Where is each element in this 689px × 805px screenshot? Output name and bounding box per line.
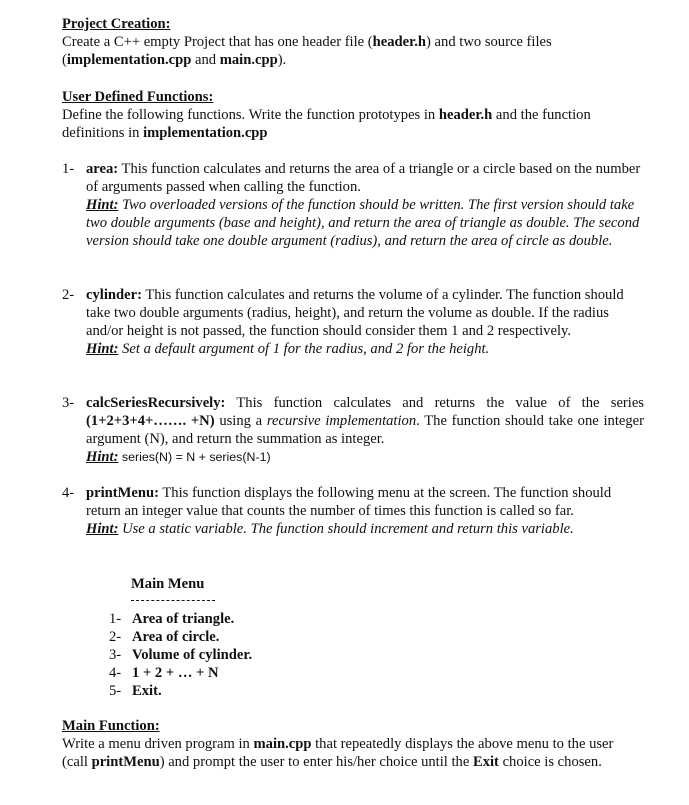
text-span: using a [214, 413, 267, 429]
function-name: calcSeriesRecursively: [86, 395, 226, 411]
impl-file-name: implementation.cpp [66, 52, 192, 68]
item-number: 1- [62, 161, 75, 177]
text-span: choice is chosen. [498, 754, 602, 770]
menu-item-label: Area of triangle. [132, 611, 235, 627]
function-name: printMenu: [86, 485, 159, 501]
list-item-area [62, 160, 644, 250]
menu-item-number: 3- [109, 647, 122, 663]
user-defined-section [62, 88, 637, 142]
main-function-section [62, 717, 632, 771]
item-description [86, 394, 644, 448]
text-span: ) and two source files ( [62, 34, 552, 68]
text-span: that repeatedly displays the above menu to the user (call [62, 736, 614, 770]
list-item-print-menu [62, 484, 644, 538]
menu-item-number: 4- [109, 665, 122, 681]
text-span: This function calculates and returns the value of the series [225, 395, 644, 411]
item-hint [86, 448, 644, 466]
hint-label: Hint: [86, 341, 119, 357]
item-hint [86, 520, 644, 538]
item-number: 2- [62, 287, 75, 303]
menu-item-number: 1- [109, 611, 122, 627]
hint-text: Use a static variable. The function should increment and return this variable. [118, 521, 574, 537]
text-span: and [191, 52, 220, 68]
hint-text: series(N) = N + series(N-1) [118, 450, 271, 464]
item-description [86, 160, 644, 196]
item-description [86, 484, 644, 520]
text-span: Define the following functions. Write the function prototypes in [62, 107, 439, 123]
text-span: ) and prompt the user to enter his/her choice until the [159, 754, 473, 770]
series-expression: (1+2+3+4+……. +N) [86, 413, 215, 429]
hint-label: Hint: [86, 521, 119, 537]
hint-label: Hint: [86, 197, 119, 213]
user-defined-text [62, 106, 637, 142]
menu-item-label: Volume of cylinder. [132, 647, 253, 663]
text-span: This function calculates and returns the area of a triangle or a circle based on the number of arguments passed when calling the function. [86, 161, 641, 195]
main-function-heading: Main Function: [62, 718, 160, 734]
list-item-calc-series [62, 394, 644, 466]
item-hint [86, 196, 644, 250]
function-name: area: [86, 161, 119, 177]
item-number: 3- [62, 395, 75, 411]
hint-text: Two overloaded versions of the function should be written. The first version should take two double arguments (base and height), and return the area of triangle as double. The second version should take one double argument (radius), and return the area of circle as double. [86, 197, 640, 249]
exit-word: Exit [472, 754, 499, 770]
hint-label: Hint: [86, 449, 119, 465]
hint-text: Set a default argument of 1 for the radius, and 2 for the height. [118, 341, 490, 357]
menu-item-label: 1 + 2 + … + N [132, 665, 219, 681]
project-creation-heading: Project Creation: [62, 16, 171, 32]
function-name: cylinder: [86, 287, 142, 303]
text-span: ). [277, 52, 287, 68]
item-description [86, 286, 644, 340]
main-file-name: main.cpp [253, 736, 312, 752]
text-span: Write a menu driven program in [62, 736, 254, 752]
item-hint [86, 340, 644, 358]
menu-title: Main Menu [131, 576, 205, 592]
header-file-name: header.h [372, 34, 427, 50]
impl-file-name: implementation.cpp [143, 125, 268, 141]
project-creation-section [62, 15, 637, 69]
text-span: . The function should take one integer argument (N), and return the summation as integer. [86, 413, 644, 447]
text-span: and the function definitions in [62, 107, 591, 141]
text-span: This function calculates and returns the volume of a cylinder. The function should take two double arguments (radius, height), and return the volume as double. If the radius and/or height is not passed, the function should consider them 1 and 2 respectively. [86, 287, 624, 339]
menu-item-number: 2- [109, 629, 122, 645]
menu-item-label: Exit. [132, 683, 162, 699]
list-item-cylinder [62, 286, 644, 358]
text-span: This function displays the following menu at the screen. The function should return an integer value that counts the number of times this function is called so far. [86, 485, 612, 519]
text-span: Create a C++ empty Project that has one header file ( [62, 34, 373, 50]
item-number: 4- [62, 485, 75, 501]
header-file-name: header.h [438, 107, 493, 123]
user-defined-heading: User Defined Functions: [62, 89, 214, 105]
menu-item-number: 5- [109, 683, 122, 699]
main-file-name: main.cpp [219, 52, 278, 68]
project-creation-text [62, 33, 637, 69]
main-function-text [62, 735, 632, 771]
recursive-term: recursive implementation [266, 413, 417, 429]
print-menu-name: printMenu [91, 754, 160, 770]
menu-item-label: Area of circle. [132, 629, 220, 645]
menu-divider [131, 600, 215, 601]
